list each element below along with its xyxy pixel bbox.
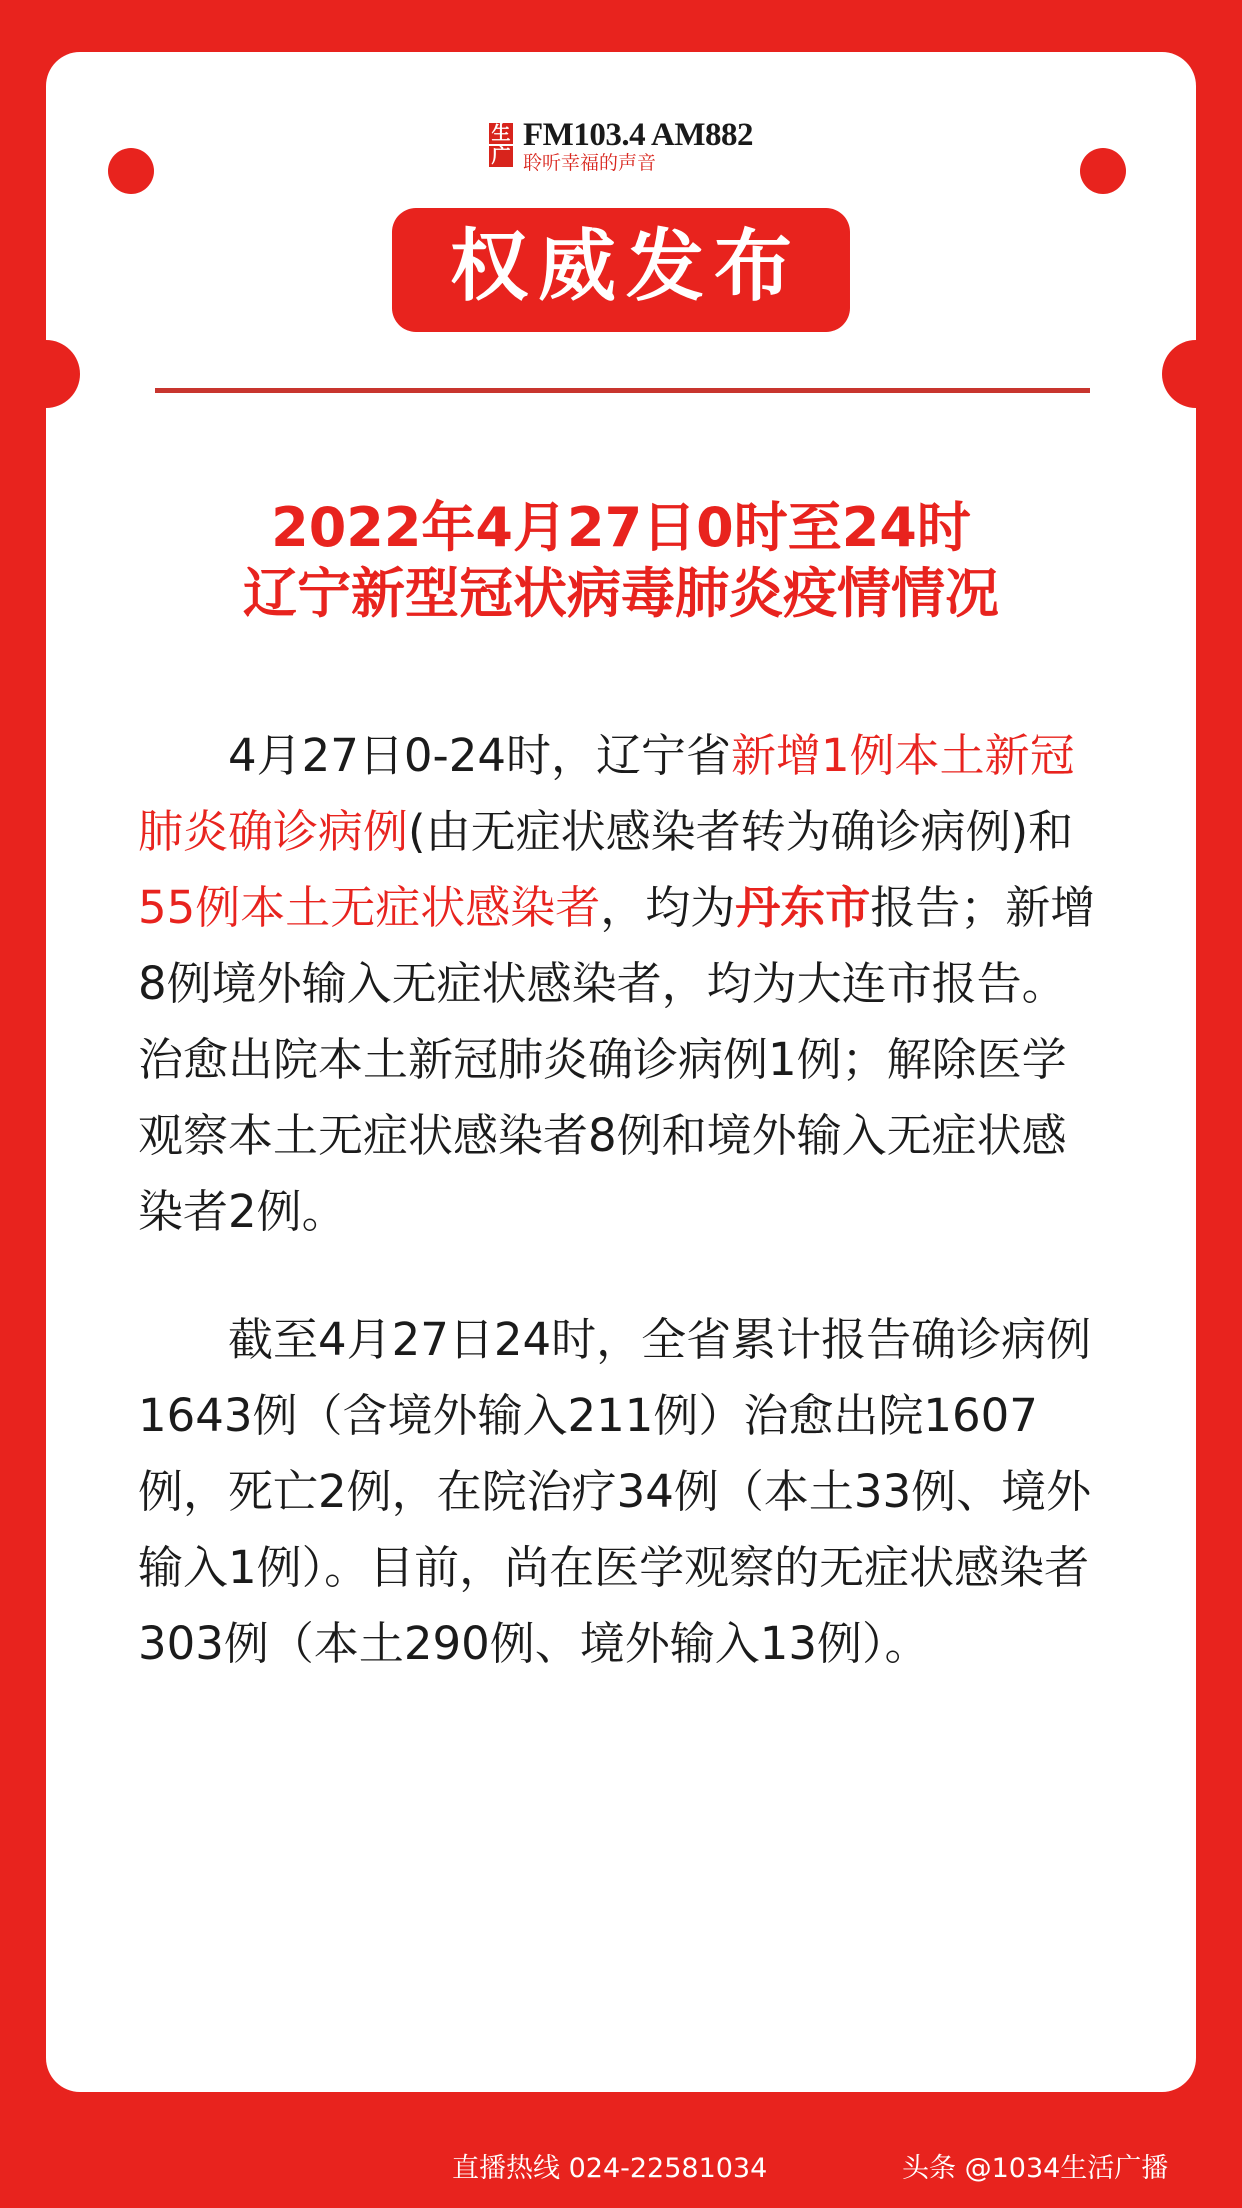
headline-line-1: 2022年4月27日0时至24时 <box>271 496 971 559</box>
logo-mark-char-1: 生 <box>489 123 513 144</box>
authority-badge <box>392 208 850 332</box>
footer-hotline: 直播热线 024-22581034 <box>452 2152 768 2184</box>
p1-seg6-city: 丹东市 <box>735 881 871 934</box>
p1-seg4-highlight: 55例本土无症状感染者 <box>138 881 601 934</box>
headline-line-2: 辽宁新型冠状病毒肺炎疫情情况 <box>243 562 999 625</box>
logo-slogan: 聆听幸福的声音 <box>523 152 657 174</box>
paragraph-cumulative: 截至4月27日24时，全省累计报告确诊病例1643例（含境外输入211例）治愈出院1607例，死亡2例，在院治疗34例（本土33例、境外输入1例）。目前，尚在医学观察的无症状感染者303例（本土290例、境外输入13例）。 <box>138 1313 1092 1670</box>
page-title <box>96 495 1146 627</box>
logo-frequency: FM103.4 AM882 <box>523 117 753 153</box>
p1-seg2-highlight: 新增1例本土新冠肺炎确诊病例 <box>138 729 1075 858</box>
p1-seg1: 4月27日0-24时，辽宁省 <box>228 729 732 782</box>
authority-badge-label: 权威发布 <box>449 222 803 312</box>
logo-text-group <box>523 118 753 174</box>
p1-seg5: ，均为 <box>600 881 736 934</box>
logo-mark-icon <box>489 123 513 169</box>
report-body <box>138 718 1104 1734</box>
p1-seg7: 报告；新增8例境外输入无症状感染者，均为大连市报告。治愈出院本土新冠肺炎确诊病例1例；解除医学观察本土无症状感染者8例和境外输入无症状感染者2例。 <box>138 881 1096 1238</box>
logo-mark-char-2: 广 <box>489 146 513 167</box>
footer-account: 头条 @1034生活广播 <box>902 2152 1169 2184</box>
paragraph-daily <box>138 718 1104 1250</box>
header-divider <box>155 388 1090 393</box>
footer-bar <box>0 2122 1242 2208</box>
p1-seg3: (由无症状感染者转为确诊病例)和 <box>408 805 1074 858</box>
station-logo <box>0 118 1242 174</box>
